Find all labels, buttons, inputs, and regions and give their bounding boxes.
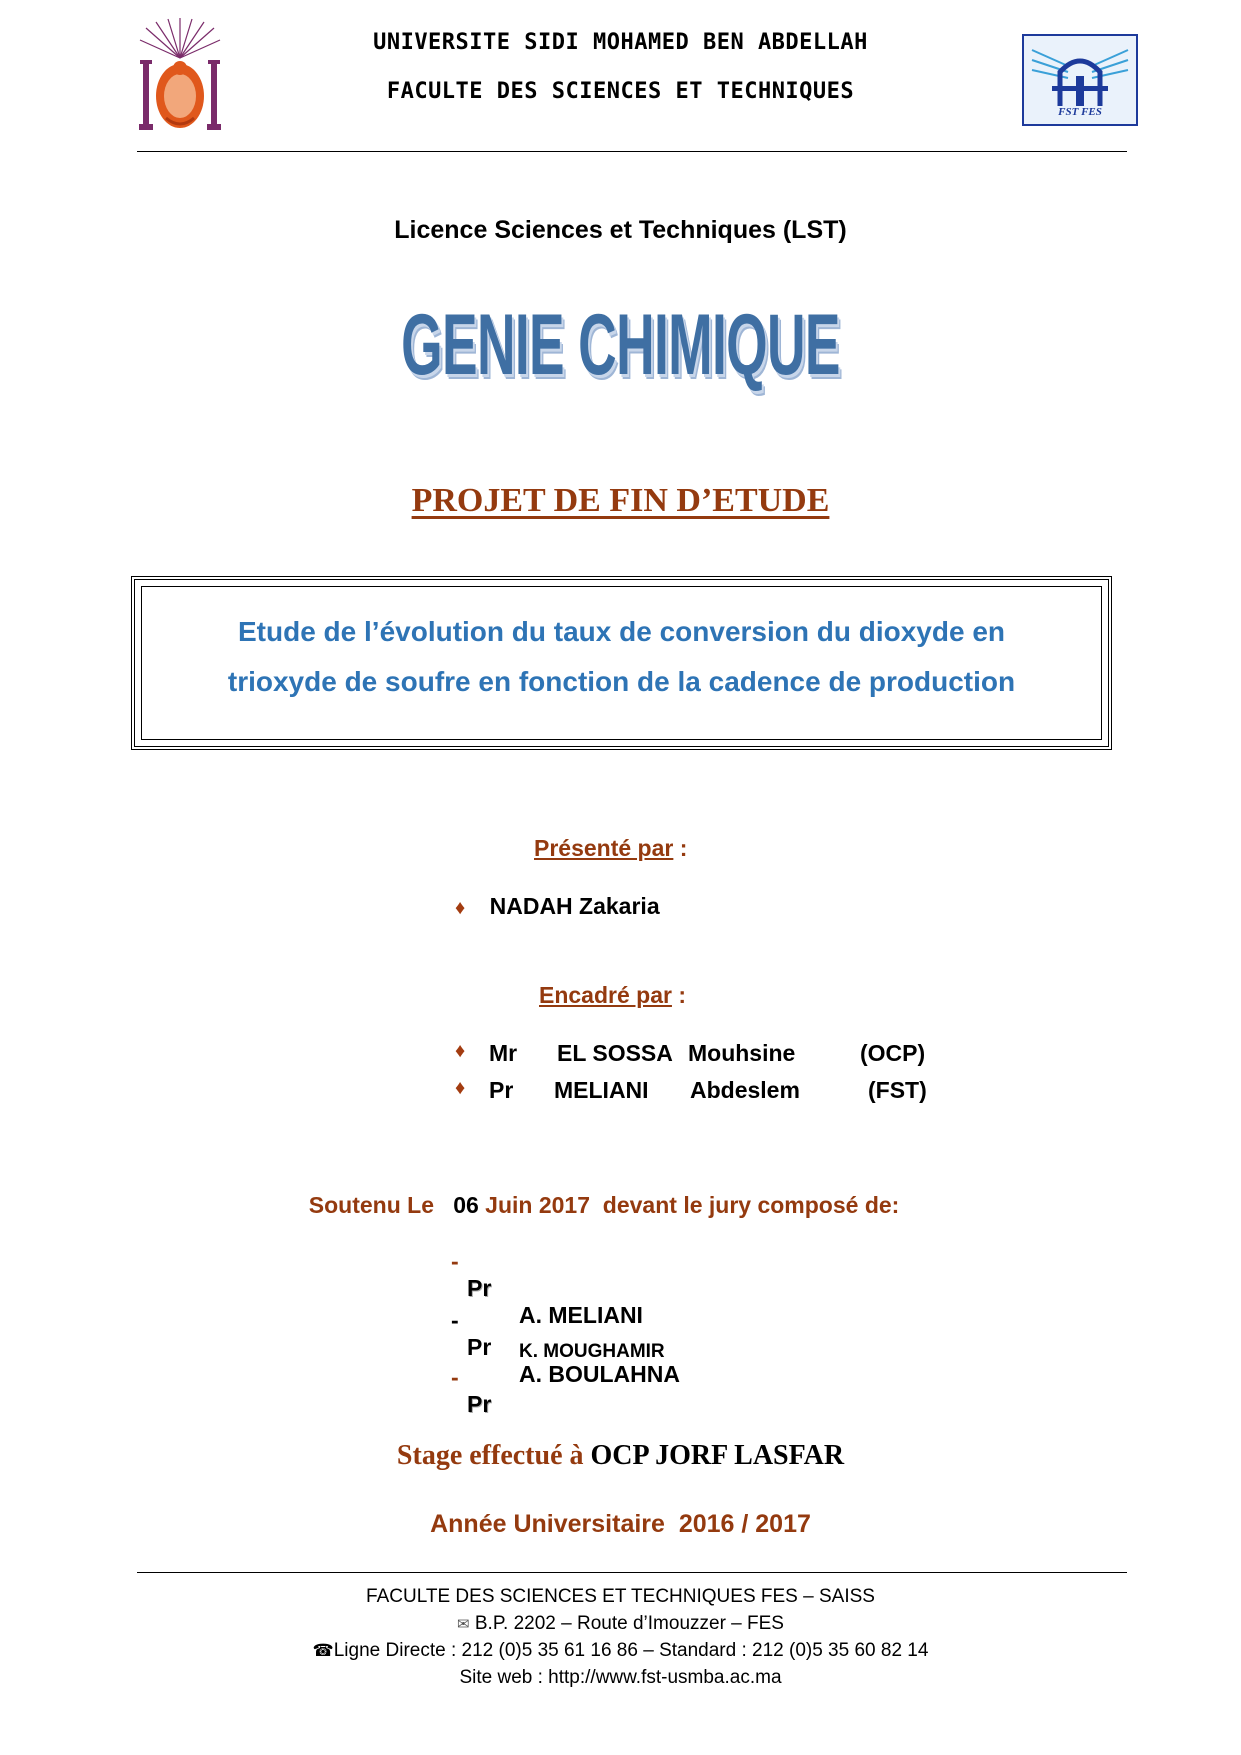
program-title: GENIE CHIMIQUE xyxy=(401,297,840,393)
thesis-title-line2: trioxyde de soufre en fonction de la cadence de production xyxy=(227,666,1016,697)
footer-line2: ✉ B.P. 2202 – Route d’Imouzzer – FES xyxy=(457,1613,784,1634)
envelope-icon: ✉ xyxy=(457,1616,470,1633)
presented-by-label: Présenté par xyxy=(534,835,674,861)
degree-title: Licence Sciences et Techniques (LST) xyxy=(394,216,847,244)
thesis-title-line1: Etude de l’évolution du taux de conversion du dioxyde en xyxy=(238,616,1005,647)
academic-year: Année Universitaire 2016 / 2017 xyxy=(430,1510,811,1538)
fst-fes-logo-icon xyxy=(1022,34,1138,126)
diamond-bullet-icon: ♦ xyxy=(455,1077,466,1099)
supervisor-row: ♦ Mr EL SOSSA Mouhsine (OCP) xyxy=(455,1040,926,1066)
presented-by-heading: Présenté par : xyxy=(534,835,688,861)
thesis-title-box xyxy=(131,576,1112,750)
jury-member: - Pr A. BOULAHNA xyxy=(451,1307,680,1387)
footer-line3: ☎Ligne Directe : 212 (0)5 35 61 16 86 – Standard : 212 (0)5 35 60 82 14 xyxy=(312,1640,929,1661)
telephone-icon: ☎ xyxy=(312,1641,334,1660)
footer-website[interactable]: Site web : http://www.fst-usmba.ac.ma xyxy=(459,1667,782,1688)
supervised-by-label: Encadré par xyxy=(539,982,672,1008)
header-divider xyxy=(137,151,1127,152)
footer-divider xyxy=(137,1572,1127,1573)
defense-line: Soutenu Le 06 Juin 2017 devant le jury composé de: xyxy=(308,1192,900,1218)
presenter-name: NADAH Zakaria xyxy=(489,893,660,919)
internship-line: Stage effectué à OCP JORF LASFAR xyxy=(396,1440,845,1471)
fst-fes-logo-label: FST FES xyxy=(1058,106,1102,118)
jury-member: - Pr K. MOUGHAMIR xyxy=(451,1341,665,1417)
supervisor-row: ♦ Pr MELIANI Abdeslem (FST) xyxy=(455,1077,927,1103)
diamond-bullet-icon: ♦ xyxy=(455,1040,466,1062)
faculty-name: FACULTE DES SCIENCES ET TECHNIQUES xyxy=(386,79,855,104)
diamond-bullet-icon: ♦ xyxy=(455,897,466,919)
supervised-by-heading: Encadré par : xyxy=(539,982,687,1008)
footer-line1: FACULTE DES SCIENCES ET TECHNIQUES FES – SAISS xyxy=(366,1586,875,1607)
project-type: PROJET DE FIN D’ETUDE xyxy=(411,482,830,519)
jury-member: - Pr A. MELIANI xyxy=(451,1248,643,1328)
presenter-row xyxy=(455,893,660,920)
university-name: UNIVERSITE SIDI MOHAMED BEN ABDELLAH xyxy=(373,30,868,55)
